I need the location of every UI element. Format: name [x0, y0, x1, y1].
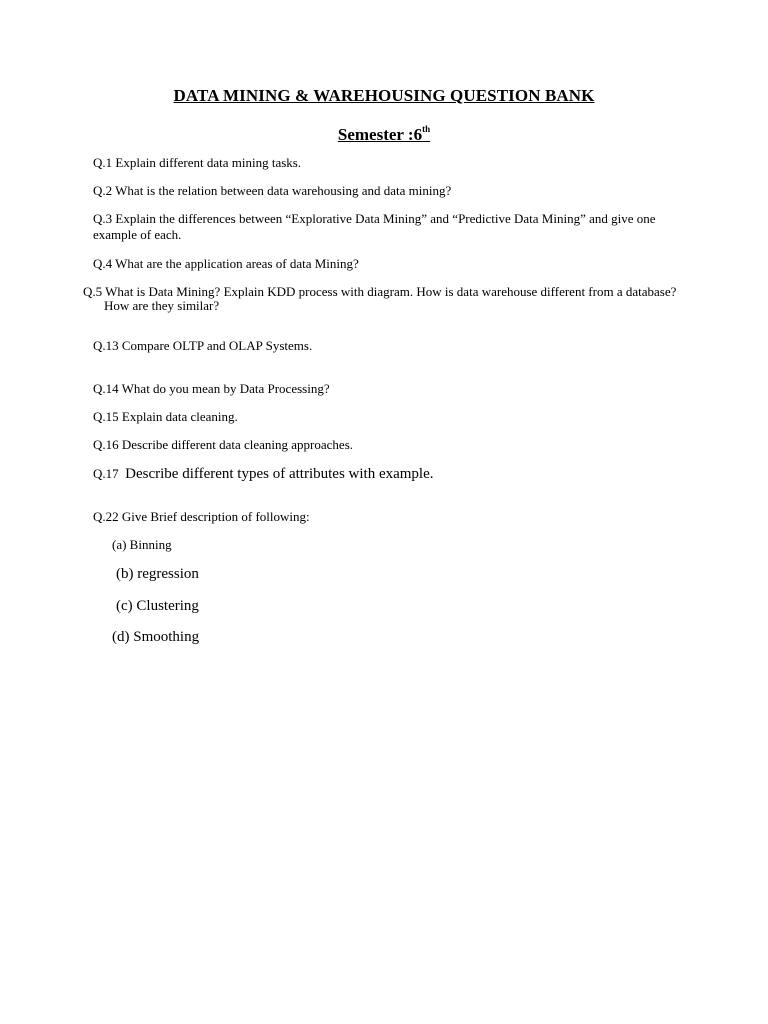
question-1: Q.1 Explain different data mining tasks.	[93, 155, 302, 170]
semester-heading	[0, 120, 768, 145]
semester-superscript: th	[422, 124, 431, 134]
option-c: (c) Clustering	[116, 598, 199, 614]
option-a: (a) Binning	[112, 537, 172, 552]
semester-label: Semester :6	[337, 124, 423, 144]
question-2: Q.2 What is the relation between data warehousing and data mining?	[93, 183, 452, 198]
question-22: Q.22 Give Brief description of following:	[93, 509, 310, 524]
question-5-line-2: How are they similar?	[104, 298, 220, 313]
question-4: Q.4 What are the application areas of data Mining?	[93, 256, 359, 271]
option-b: (b) regression	[116, 566, 199, 582]
question-13: Q.13 Compare OLTP and OLAP Systems.	[93, 338, 313, 353]
question-16: Q.16 Describe different data cleaning approaches.	[93, 437, 354, 452]
question-3-line-2: example of each.	[93, 227, 182, 242]
option-d: (d) Smoothing	[112, 629, 200, 645]
question-3-line-1: Q.3 Explain the differences between “Explorative Data Mining” and “Predictive Data Mining” and give one	[93, 211, 656, 226]
question-15: Q.15 Explain data cleaning.	[93, 409, 238, 424]
question-17-text: Describe different types of attributes with example.	[125, 466, 434, 482]
question-5-line-1: Q.5 What is Data Mining? Explain KDD process with diagram. How is data warehouse different from a database?	[83, 284, 677, 299]
question-17-number: Q.17	[93, 466, 119, 481]
page-title: DATA MINING & WAREHOUSING QUESTION BANK	[173, 86, 595, 105]
question-14: Q.14 What do you mean by Data Processing?	[93, 381, 330, 396]
question-17	[93, 466, 434, 482]
semester-underline	[338, 125, 430, 144]
